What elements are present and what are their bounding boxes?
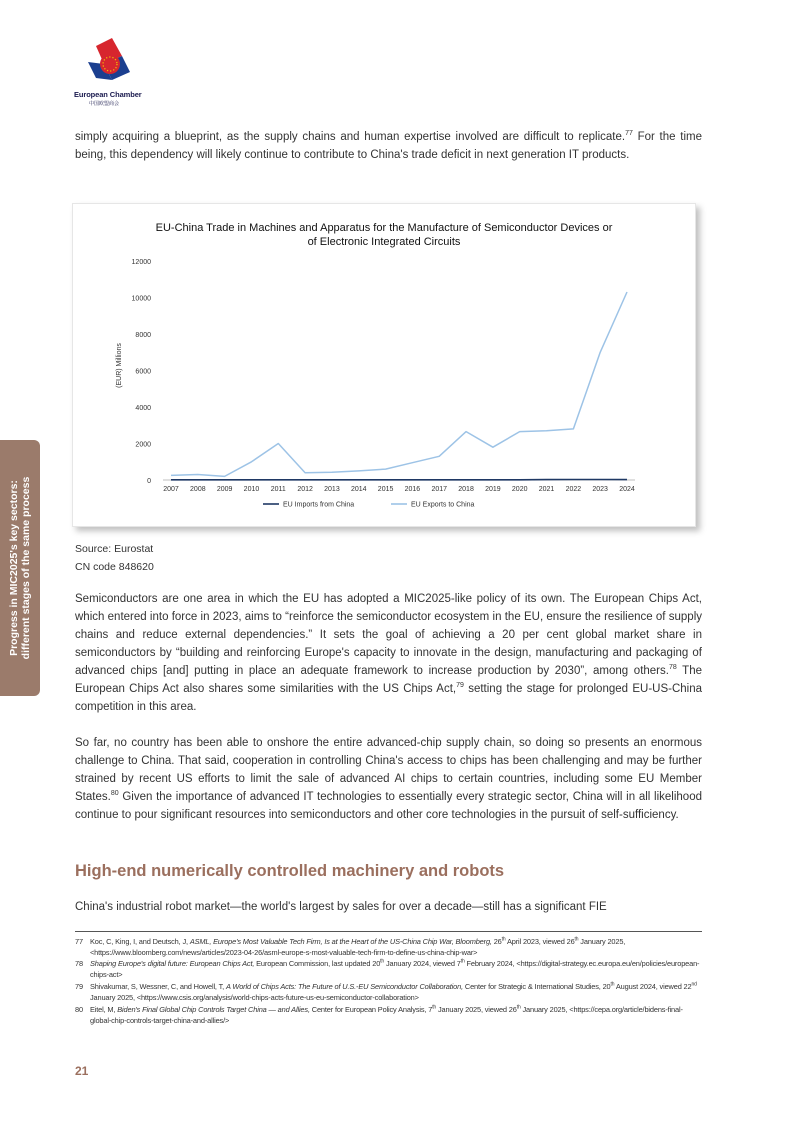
x-tick-label: 2017 <box>431 486 448 493</box>
logo-subtitle: 中国欧盟商会 <box>89 101 120 107</box>
x-tick-label: 2016 <box>404 486 421 493</box>
footnote-ref: 80 <box>110 790 119 798</box>
legend-entry: EU Imports from China <box>283 501 355 509</box>
x-tick-label: 2009 <box>216 486 233 493</box>
series-line-exports <box>171 292 627 476</box>
x-tick-label: 2007 <box>163 486 179 493</box>
x-tick-label: 2018 <box>458 486 474 493</box>
x-tick-label: 2013 <box>324 486 340 493</box>
footnote-79: 79 Shivakumar, S, Wessner, C, and Howell, T, A World of Chips Acts: The Future of U.S.-EU Semiconductor Collaboration, Center for Strategic & International Studies, 20th August 2024, viewed 22nd January 2025, <https://www.csis.org/analysis/world-chips-acts-future-us-eu-semiconductor-collaboration> <box>75 981 697 1002</box>
section-side-tab-label: Progress in MIC2025's key sectors: different stages of the same process <box>8 476 32 660</box>
y-tick-label: 8000 <box>135 332 151 339</box>
supply-chain-paragraph: So far, no country has been able to onshore the entire advanced-chip supply chain, so doing so presents an enormous challenge to China. That said, cooperation in controlling China's access to chips has been challenging and may be further strained by recent US efforts to limit the sale of advanced AI chips to certain countries, including some EU Member States.$^{80}$ Given the importance of advanced IT technologies to essentially every strategic sector, China will in all likelihood continue to pour significant resources into semiconductors and other core technologies in the pursuit of self-sufficiency. <box>75 737 702 821</box>
intro-paragraph: simply acquiring a blueprint, as the supply chains and human expertise involved are difficult to replicate.$^{77}$ For the time being, this dependency will likely continue to contribute to China's trade deficit in next generation IT products. <box>75 130 702 161</box>
footnote-divider <box>75 931 702 932</box>
legend-entry: EU Exports to China <box>411 501 475 509</box>
y-tick-label: 2000 <box>135 441 151 449</box>
x-tick-label: 2010 <box>243 486 260 493</box>
logo-name: European Chamber <box>74 90 142 99</box>
x-tick-label: 2019 <box>485 486 501 493</box>
footnote-80: 80 Eitel, M, Biden's Final Global Chip Controls Target China — and Allies, Center for European Policy Analysis, 7th January 2025, viewed 26th January 2025, <https://cepa.org/article/bidens-final-global-chip-controls-target-china-and-allies/> <box>75 1004 683 1025</box>
y-tick-label: 10000 <box>131 295 151 303</box>
x-tick-label: 2021 <box>538 486 555 493</box>
y-tick-label: 12000 <box>131 259 151 266</box>
chart-cn-code: CN code 848620 <box>75 561 154 573</box>
x-tick-label: 2022 <box>565 486 582 493</box>
robot-market-paragraph: China's industrial robot market—the world's largest by sales for over a decade—still has a significant FIE <box>75 901 607 913</box>
footnote-77: 77 Koc, C, King, I, and Deutsch, J, ASML, Europe's Most Valuable Tech Firm, Is at the Heart of the US-China Chip War, Bloomberg, 26th April 2023, viewed 26th January 2025, <https://www.bloomberg.com/news/articles/2023-04-26/asml-europe-s-most-valuable-tech-firm-to-define-us-china-chip-war> <box>75 936 626 957</box>
x-tick-label: 2023 <box>592 486 608 493</box>
footnote-ref: 77 <box>625 130 633 138</box>
y-axis-label: (EUR) Millions <box>116 343 123 388</box>
x-tick-label: 2011 <box>270 486 286 493</box>
trade-chart <box>72 203 696 527</box>
chart-source: Source: Eurostat <box>75 543 154 555</box>
x-tick-label: 2024 <box>619 486 635 493</box>
x-tick-label: 2015 <box>377 486 394 493</box>
x-tick-label: 2012 <box>297 486 313 493</box>
chips-act-paragraph: Semiconductors are one area in which the EU has adopted a MIC2025-like policy of its own. The European Chips Act, which entered into force in 2023, aims to “reinforce the semiconductor ecosystem in the EU, ensure the resilience of supply chains and reduce external dependencies.” It sets the goal of achieving a 20 per cent global market share in semiconductors by “building and reinforcing Europe's capacity to innovate in the design, manufacturing and packaging of advanced chips [and] putting in place an adequate framework to increase production by 2030”, among others.$^{78}$ The European Chips Act also shares some similarities with the US Chips Act,$^{79}$ setting the stage for prolonged EU-US-China competition in this area. <box>75 593 702 713</box>
footnote-78: 78 Shaping Europe's digital future: European Chips Act, European Commission, last updated 20th January 2024, viewed 7th February 2024, <https://digital-strategy.ec.europa.eu/en/policies/european-chips-act> <box>75 958 700 979</box>
chart-title-line2: of Electronic Integrated Circuits <box>307 236 461 248</box>
chart-title-line1: EU-China Trade in Machines and Apparatus for the Manufacture of Semiconductor Devices or <box>155 222 613 234</box>
y-tick-label: 0 <box>147 478 151 485</box>
x-tick-label: 2008 <box>190 486 206 493</box>
chart-plot <box>73 204 695 526</box>
footnote-ref: 78 <box>668 664 677 672</box>
x-tick-label: 2014 <box>350 486 367 493</box>
x-tick-label: 2020 <box>511 486 528 493</box>
y-tick-label: 4000 <box>135 405 151 412</box>
page-number: 21 <box>75 1064 89 1078</box>
y-tick-label: 6000 <box>135 368 151 376</box>
section-heading: High-end numerically controlled machinery and robots <box>75 862 505 880</box>
footnote-ref: 79 <box>456 682 464 690</box>
